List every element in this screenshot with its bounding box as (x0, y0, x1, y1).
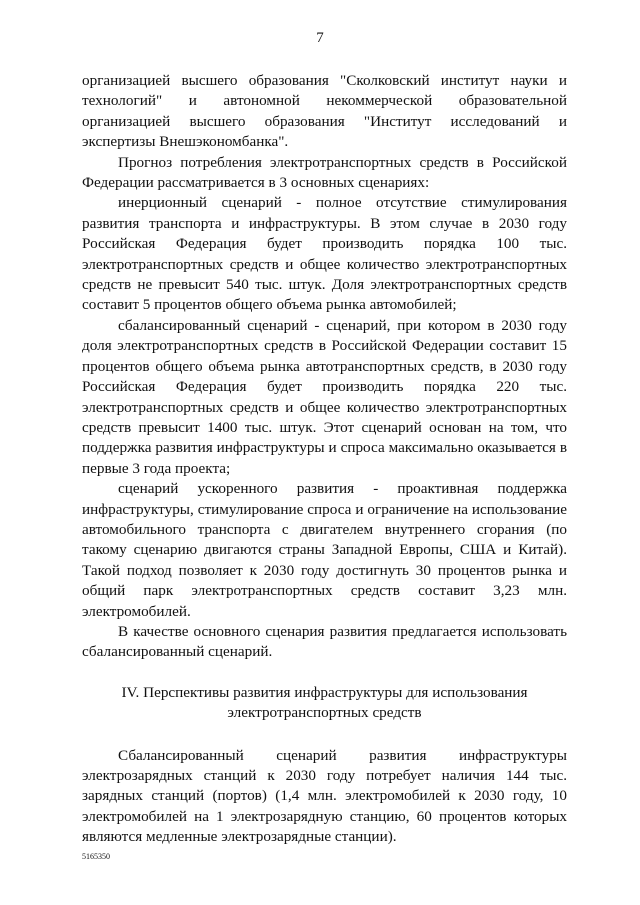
section-heading-line1: IV. Перспективы развития инфраструктуры для использования (121, 683, 528, 701)
paragraph-forecast-intro: Прогноз потребления электротранспортных средств в Российской Федерации рассматривается в 3 основных сценариях: (82, 153, 567, 192)
paragraph-inertial-scenario: инерционный сценарий - полное отсутствие стимулирования развития транспорта и инфраструктуры. В этом случае в 2030 году Российская Федерация будет производить порядка 100 тыс. электротранспортных средств и общее количество электротранспортных средств не превысит 540 тыс. штук. Доля электротранспортных средств составит 5 процентов общего объема рынка автомобилей; (82, 194, 567, 314)
document-code: 5165350 (82, 852, 110, 861)
section-heading (82, 683, 567, 724)
paragraph-accelerated-scenario: сценарий ускоренного развития - проактивная поддержка инфраструктуры, стимулирование спроса и ограничение на использование автомобильного транспорта с двигателем внутреннего сгорания (по такому сценарию двигаются страны Западной Европы, США и Китай). Такой подход позволяет к 2030 году достигнуть 30 процентов рынка и общий парк электротранспортных средств составит 3,23 млн. электромобилей. (82, 480, 567, 620)
paragraph-infrastructure: Сбалансированный сценарий развития инфраструктуры электрозарядных станций к 2030 году потребует наличия 144 тыс. зарядных станций (портов) (1,4 млн. электромобилей к 2030 году, 10 электромобилей на 1 электрозарядную станцию, 60 процентов которых являются медленные электрозарядные станции). (82, 746, 567, 846)
page-number: 7 (316, 30, 324, 46)
paragraph-main-scenario: В качестве основного сценария развития предлагается использовать сбалансированный сценарий. (82, 622, 567, 661)
section-heading-line2: электротранспортных средств (227, 704, 422, 722)
paragraph-balanced-scenario: сбалансированный сценарий - сценарий, при котором в 2030 году доля электротранспортных средств в Российской Федерации составит 15 процентов общего объема рынка автотранспортных средств, в 2030 году Российская Федерация будет производить порядка 220 тыс. электротранспортных средств и общее количество электротранспортных средств превысит 1400 тыс. штук. Этот сценарий основан на том, что поддержка развития инфраструктуры и спроса максимально оказывается в первые 3 года проекта; (82, 316, 567, 477)
document-body (82, 71, 567, 848)
paragraph-continuation: организацией высшего образования "Сколковский институт науки и технологий" и автономной некоммерческой образовательной организацией высшего образования "Институт исследований и экспертизы Внешэкономбанка". (82, 72, 567, 151)
